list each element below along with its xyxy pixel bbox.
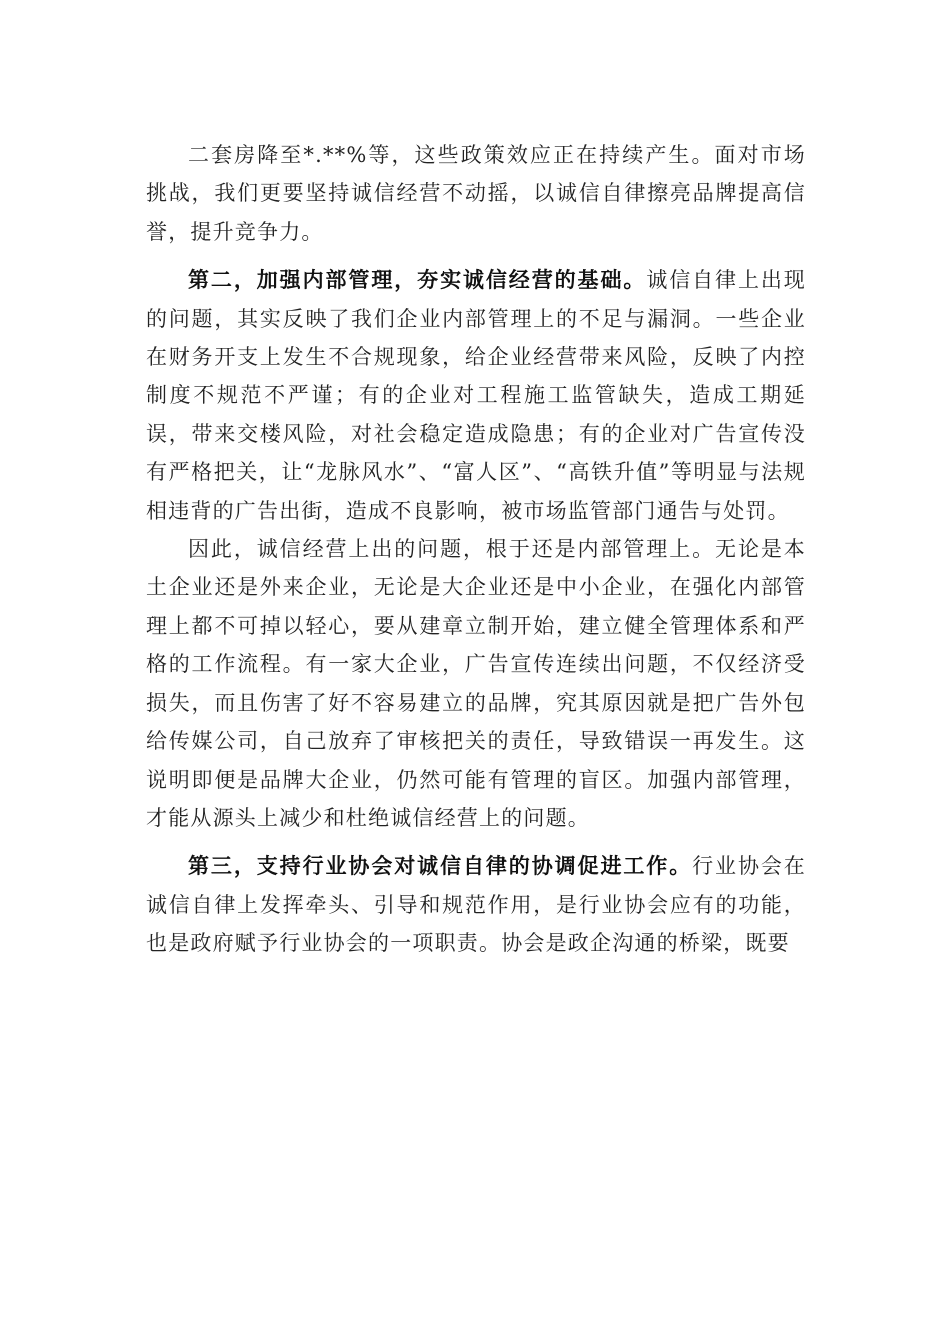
- paragraph-4: [146, 847, 806, 962]
- document-body: [146, 136, 806, 963]
- paragraph-3-text: 因此，诚信经营上出的问题，根于还是内部管理上。无论是本土企业还是外来企业，无论是大企业还是中小企业，在强化内部管理上都不可掉以轻心，要从建章立制开始，建立健全管理体系和严格的工作流程。有一家大企业，广告宣传连续出问题，不仅经济受损失，而且伤害了好不容易建立的品牌，究其原因就是把广告外包给传媒公司，自己放弃了审核把关的责任，导致错误一再发生。这说明即便是品牌大企业，仍然可能有管理的盲区。加强内部管理，才能从源头上减少和杜绝诚信经营上的问题。: [146, 537, 806, 830]
- paragraph-2-text: 诚信自律上出现的问题，其实反映了我们企业内部管理上的不足与漏洞。一些企业在财务开支上发生不合规现象，给企业经营带来风险，反映了内控制度不规范不严谨；有的企业对工程施工监管缺失，造成工期延误，带来交楼风险，对社会稳定造成隐患；有的企业对广告宣传没有严格把关，让“龙脉风水”、“富人区”、“高铁升值”等明显与法规相违背的广告出街，造成不良影响，被市场监管部门通告与处罚。: [146, 268, 807, 523]
- paragraph-1-text: 二套房降至*.**%等，这些政策效应正在持续产生。面对市场挑战，我们更要坚持诚信经营不动摇，以诚信自律擦亮品牌提高信誉，提升竞争力。: [146, 143, 806, 244]
- paragraph-2-heading: 第二，加强内部管理，夯实诚信经营的基础。: [188, 268, 647, 293]
- paragraph-4-text: 行业协会在诚信自律上发挥牵头、引导和规范作用，是行业协会应有的功能，也是政府赋予行业协会的一项职责。协会是政企沟通的桥梁，既要: [146, 854, 807, 956]
- paragraph-3: [146, 530, 806, 837]
- paragraph-1: [146, 136, 806, 251]
- paragraph-4-heading: 第三，支持行业协会对诚信自律的协调促进工作。: [188, 854, 693, 879]
- paragraph-2: [146, 261, 806, 530]
